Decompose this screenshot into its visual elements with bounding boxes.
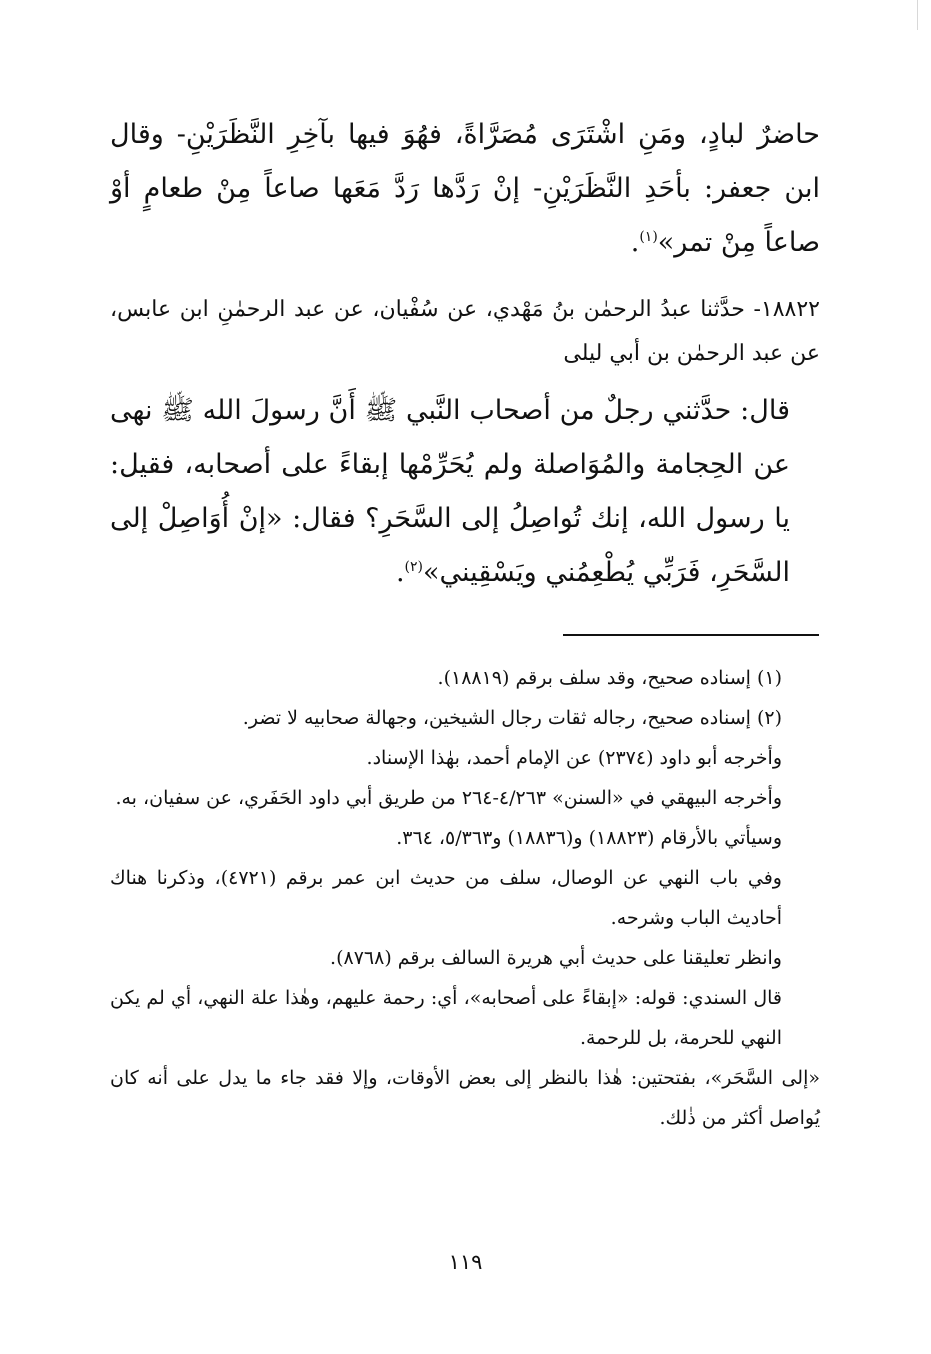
footnote-2-sindi: قال السندي: قوله: «إبقاءً على أصحابه»، أي: رحمة عليهم، وهٰذا علة النهي، أي لم يكن النهي للحرمة، بل للرحمة. <box>110 987 782 1049</box>
page-number: ١١٩ <box>448 1250 483 1274</box>
footnote-2-forthcoming: وسيأتي بالأرقام (١٨٨٢٣) و(١٨٨٣٦) و٥/٣٦٣، ٣٦٤. <box>396 827 782 849</box>
footnote-2-abu-hurayra: وانظر تعليقنا على حديث أبي هريرة السالف برقم (٨٧٦٨). <box>330 947 782 969</box>
paragraph-1-end: . <box>630 227 640 258</box>
page-edge-mark <box>917 0 918 30</box>
footnote-2-sahar: «إلى السَّحَر»، بفتحتين: هٰذا بالنظر إلى بعض الأوقات، وإلا فقد جاء ما يدل على أنه كان يُواصل أكثر من ذٰلك. <box>110 1067 820 1129</box>
footnote-divider <box>563 634 819 636</box>
hadith-text: قال: حدَّثني رجلٌ من أصحاب النَّبي ﷺ أَنَّ رسولَ الله ﷺ نهى عن الحِجامة والمُوَاصلة ولم يُحَرِّمْها إبقاءً على أصحابه، فقيل: يا رسول الله، إنك تُواصِلُ إلى السَّحَرِ؟ فقال: «إنْ أُوَاصِلْ إلى السَّحَرِ، فَرَبِّي يُطْعِمُني ويَسْقِيني» <box>110 395 790 588</box>
footnote-2-abu-dawud: وأخرجه أبو داود (٢٣٧٤) عن الإمام أحمد، بهٰذا الإسناد. <box>366 747 782 769</box>
footnote-2-wisal-chapter: وفي باب النهي عن الوصال، سلف من حديث ابن عمر برقم (٤٧٢١)، وذكرنا هناك أحاديث الباب وشرحه. <box>110 867 782 929</box>
hadith-chain-text: ١٨٨٢٢- حدَّثنا عبدُ الرحمٰن بنُ مَهْدي، عن سُفْيان، عن عبد الرحمٰنِ ابن عابس، عن عبد الرحمٰن بن أبي ليلى <box>110 297 820 366</box>
hadith-text-end: . <box>395 557 405 588</box>
hadith-chain-paragraph <box>110 288 820 376</box>
paragraph-1-text: حاضرٌ لبادٍ، ومَنِ اشْتَرَى مُصَرَّاةً، فهُوَ فيها بآخِرِ النَّظَرَيْنِ- وقال ابن جعفر: بأحَدِ النَّظَرَيْنِ- إنْ رَدَّها رَدَّ مَعَها صاعاً مِنْ طعامٍ أوْ صاعاً مِنْ تمر» <box>110 119 820 258</box>
footnotes-section <box>110 658 820 1138</box>
main-paragraph-1 <box>110 108 820 270</box>
hadith-text-paragraph <box>110 384 820 600</box>
footnote-1: (١) إسناده صحيح، وقد سلف برقم (١٨٨١٩). <box>437 667 782 689</box>
footnote-2-bayhaqi: وأخرجه البيهقي في «السنن» ٤/٢٦٣-٢٦٤ من طريق أبي داود الحَفَري، عن سفيان، به. <box>115 787 782 809</box>
footnote-ref-1[interactable]: (١) <box>639 229 658 245</box>
footnote-ref-2[interactable]: (٢) <box>404 559 423 575</box>
footnote-2: (٢) إسناده صحيح، رجاله ثقات رجال الشيخين، وجهالة صحابيه لا تضر. <box>242 707 782 729</box>
